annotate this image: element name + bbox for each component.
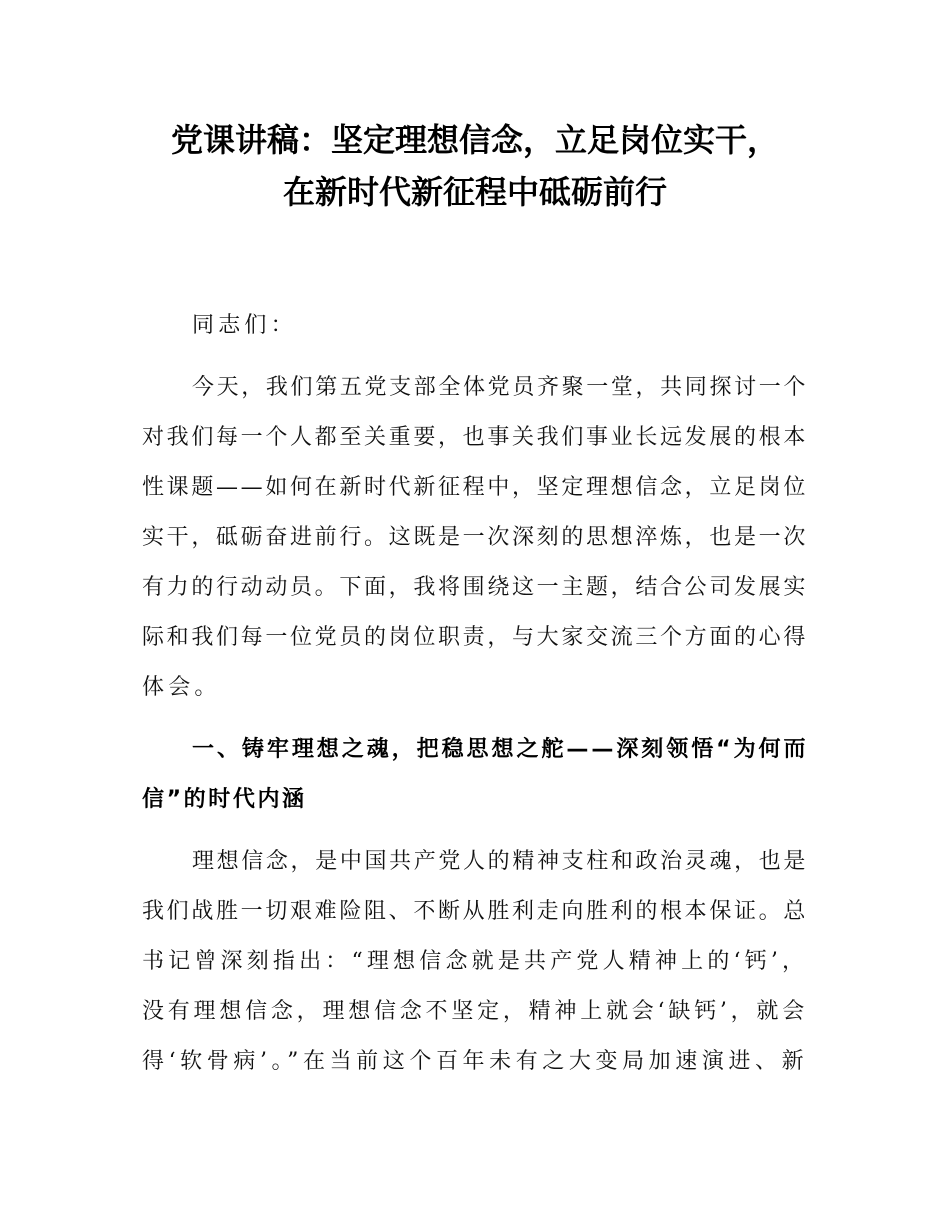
salutation: 同志们：	[192, 313, 297, 338]
intro-line: 际和我们每一位党员的岗位职责，与大家交流三个方面的心得	[142, 625, 809, 650]
body-line: 书记曾深刻指出：“理想信念就是共产党人精神上的‘钙’，	[142, 949, 809, 974]
intro-line: 体会。	[142, 675, 221, 700]
document-title-line-2: 在新时代新征程中砥砺前行	[282, 173, 667, 211]
section-heading-line: 信”的时代内涵	[142, 787, 307, 812]
intro-line: 性课题——如何在新时代新征程中，坚定理想信念，立足岗位	[142, 475, 809, 500]
body-line: 理想信念，是中国共产党人的精神支柱和政治灵魂，也是	[192, 849, 809, 874]
body-line: 我们战胜一切艰难险阻、不断从胜利走向胜利的根本保证。总	[142, 899, 809, 924]
section-heading-line: 一、铸牢理想之魂，把稳思想之舵——深刻领悟“为何而	[192, 737, 809, 762]
document-title-line-1: 党课讲稿：坚定理想信念，立足岗位实干，	[170, 121, 779, 159]
intro-line: 今天，我们第五党支部全体党员齐聚一堂，共同探讨一个	[192, 375, 809, 400]
intro-line: 有力的行动动员。下面，我将围绕这一主题，结合公司发展实	[142, 575, 809, 600]
body-line: 得‘软骨病’。”在当前这个百年未有之大变局加速演进、新	[142, 1049, 809, 1074]
body-line: 没有理想信念，理想信念不坚定，精神上就会‘缺钙’，就会	[142, 999, 808, 1024]
intro-line: 实干，砥砺奋进前行。这既是一次深刻的思想淬炼，也是一次	[142, 525, 809, 550]
intro-line: 对我们每一个人都至关重要，也事关我们事业长远发展的根本	[142, 425, 809, 450]
